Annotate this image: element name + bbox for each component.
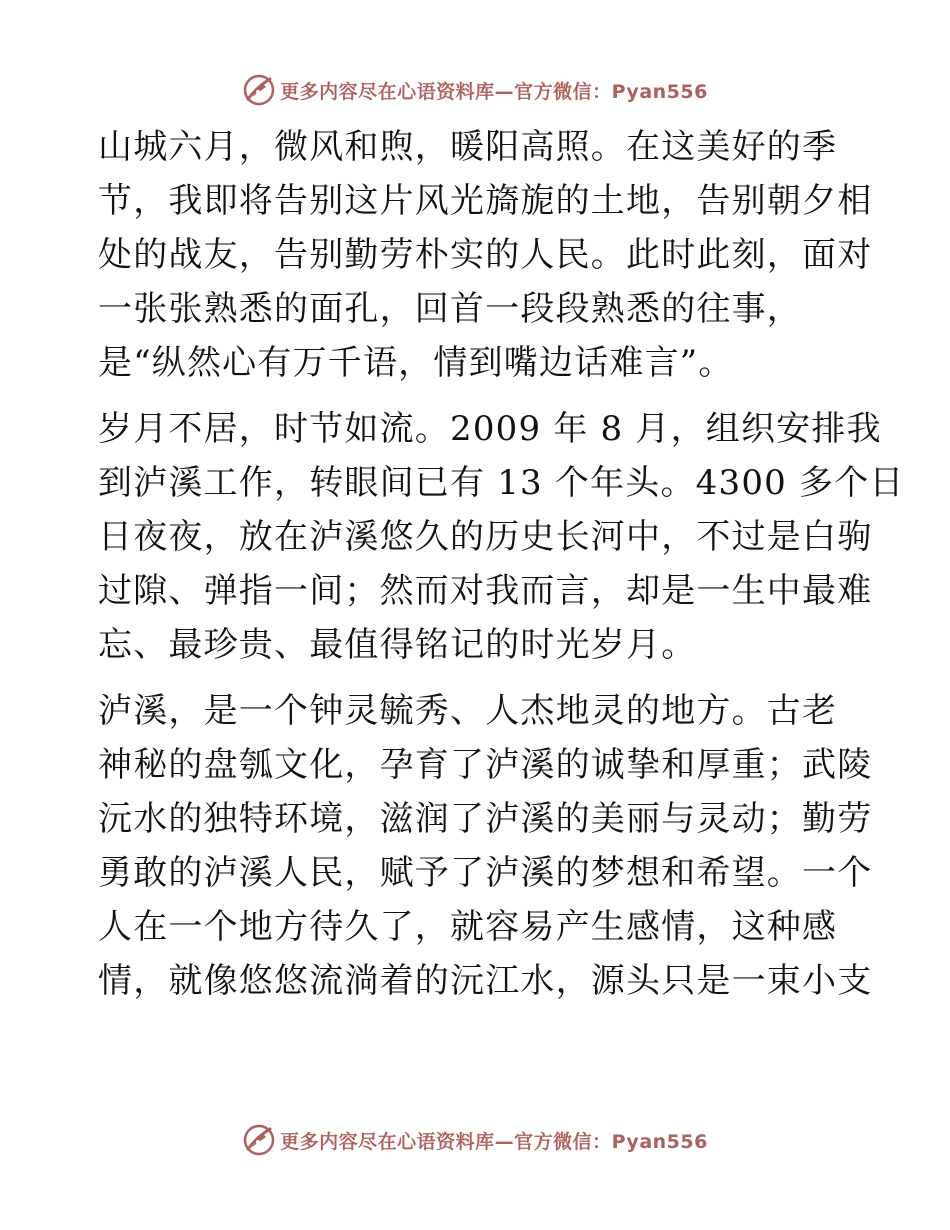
pen-circle-logo-icon <box>242 1123 276 1157</box>
text-line: 过隙、弹指一间；然而对我而言，却是一生中最难 <box>98 571 873 611</box>
text-line: 日夜夜，放在泸溪悠久的历史长河中，不过是白驹 <box>98 517 873 557</box>
paragraph-3 <box>98 684 873 1008</box>
text-line: 节，我即将告别这片风光旖旎的土地，告别朝夕相 <box>98 181 873 221</box>
text-line: 山城六月，微风和煦，暖阳高照。在这美好的季 <box>98 127 838 167</box>
text-line: 泸溪，是一个钟灵毓秀、人杰地灵的地方。古老 <box>98 691 838 731</box>
text-line: 神秘的盘瓠文化，孕育了泸溪的诚挚和厚重；武陵 <box>98 745 873 785</box>
text-line: 人在一个地方待久了，就容易产生感情，这种感 <box>98 907 838 947</box>
header-banner-text: 更多内容尽在心语资料库—官方微信：Pyan556 <box>280 80 708 103</box>
text-line: 沅水的独特环境，滋润了泸溪的美丽与灵动；勤劳 <box>98 799 873 839</box>
text-line: 情，就像悠悠流淌着的沅江水，源头只是一束小支 <box>98 961 873 1001</box>
paragraph-2 <box>98 402 905 672</box>
text-line: 处的战友，告别勤劳朴实的人民。此时此刻，面对 <box>98 235 873 275</box>
header-banner <box>0 70 950 110</box>
footer-banner-text: 更多内容尽在心语资料库—官方微信：Pyan556 <box>280 1130 708 1153</box>
text-line: 到泸溪工作，转眼间已有 13 个年头。4300 多个日 <box>98 463 905 503</box>
text-line: 岁月不居，时节如流。2009 年 8 月，组织安排我 <box>98 409 882 449</box>
text-line: 是“纵然心有万千语，情到嘴边话难言”。 <box>98 343 734 383</box>
text-line: 忘、最珍贵、最值得铭记的时光岁月。 <box>98 625 697 665</box>
pen-circle-logo-icon <box>242 73 276 107</box>
footer-banner <box>0 1120 950 1160</box>
document-body <box>98 120 905 1020</box>
text-line: 一张张熟悉的面孔，回首一段段熟悉的往事， <box>98 289 802 329</box>
text-line: 勇敢的泸溪人民，赋予了泸溪的梦想和希望。一个 <box>98 853 873 893</box>
paragraph-1 <box>98 120 873 390</box>
